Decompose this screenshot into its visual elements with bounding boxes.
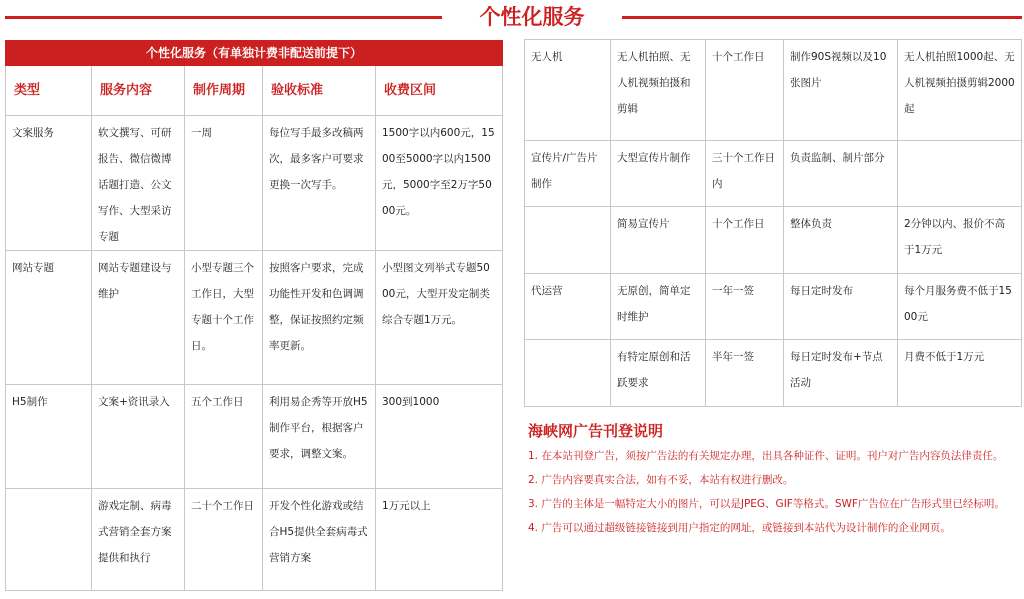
table-cell: 制作90S视频以及10张图片 xyxy=(784,40,898,141)
table-cell: 一年一签 xyxy=(706,274,784,340)
table-cell: 文案+资讯录入 xyxy=(92,385,185,489)
table-cell xyxy=(6,489,92,591)
header-rule-left xyxy=(5,16,442,19)
note-item: 2. 广告内容要真实合法，如有不妥，本站有权进行删改。 xyxy=(528,474,794,486)
note-item: 3. 广告的主体是一幅特定大小的图片，可以是JPEG、GIF等格式。SWF广告位在广告形式里已经标明。 xyxy=(528,498,1005,510)
table-cell: 简易宣传片 xyxy=(611,207,706,274)
table-cell: 无人机拍照1000起、无人机视频拍摄剪辑2000起 xyxy=(898,40,1022,141)
table-caption: 个性化服务（有单独计费非配送前提下） xyxy=(6,41,503,66)
table-cell: 代运营 xyxy=(525,274,611,340)
table-cell: 每个月服务费不低于1500元 xyxy=(898,274,1022,340)
column-header-price: 收费区间 xyxy=(376,66,503,116)
table-cell: 二十个工作日 xyxy=(185,489,263,591)
table-cell: 三十个工作日内 xyxy=(706,141,784,207)
table-cell: H5制作 xyxy=(6,385,92,489)
table-cell: 一周 xyxy=(185,116,263,251)
table-cell: 负责监制、制片部分 xyxy=(784,141,898,207)
table-cell: 有特定原创和活跃要求 xyxy=(611,340,706,407)
table-cell: 整体负责 xyxy=(784,207,898,274)
table-header-row xyxy=(6,66,503,116)
table-cell: 利用易企秀等开放H5制作平台，根据客户要求，调整文案。 xyxy=(263,385,376,489)
table-cell: 2分钟以内、报价不高于1万元 xyxy=(898,207,1022,274)
table-cell: 1万元以上 xyxy=(376,489,503,591)
column-header-type: 类型 xyxy=(6,66,92,116)
table-row xyxy=(525,141,1022,207)
table-cell: 十个工作日 xyxy=(706,40,784,141)
notes-title: 海峡网广告刊登说明 xyxy=(528,422,664,440)
table-cell: 半年一签 xyxy=(706,340,784,407)
table-cell: 文案服务 xyxy=(6,116,92,251)
table-cell: 无人机拍照、无人机视频拍摄和剪辑 xyxy=(611,40,706,141)
table-cell: 宣传片/广告片制作 xyxy=(525,141,611,207)
header-rule-right xyxy=(622,16,1022,19)
ad-notes xyxy=(528,420,1020,544)
table-cell xyxy=(525,340,611,407)
service-table-right xyxy=(524,39,1022,407)
table-cell: 五个工作日 xyxy=(185,385,263,489)
table-row xyxy=(6,251,503,385)
table-row xyxy=(525,207,1022,274)
table-row xyxy=(525,40,1022,141)
service-table-left xyxy=(5,40,503,591)
column-header-period: 制作周期 xyxy=(185,66,263,116)
table-cell: 月费不低于1万元 xyxy=(898,340,1022,407)
table-cell: 软文撰写、可研报告、微信微博话题打造、公文写作、大型采访专题 xyxy=(92,116,185,251)
table-row xyxy=(525,340,1022,407)
table-row xyxy=(6,385,503,489)
table-cell: 开发个性化游戏或结合H5提供全套病毒式营销方案 xyxy=(263,489,376,591)
table-cell: 游戏定制、病毒式营销全套方案提供和执行 xyxy=(92,489,185,591)
note-item: 4. 广告可以通过超级链接链接到用户指定的网址，或链接到本站代为设计制作的企业网页。 xyxy=(528,522,951,534)
table-cell: 每日定时发布 xyxy=(784,274,898,340)
table-cell: 网站专题建设与维护 xyxy=(92,251,185,385)
table-cell: 1500字以内600元，1500至5000字以内1500元，5000字至2万字5000元。 xyxy=(376,116,503,251)
table-cell: 300到1000 xyxy=(376,385,503,489)
table-cell: 十个工作日 xyxy=(706,207,784,274)
table-cell: 每位写手最多改稿两次，最多客户可要求更换一次写手。 xyxy=(263,116,376,251)
table-cell xyxy=(525,207,611,274)
table-cell: 每日定时发布+节点活动 xyxy=(784,340,898,407)
table-cell: 大型宣传片制作 xyxy=(611,141,706,207)
note-item: 1. 在本站刊登广告，须按广告法的有关规定办理，出具各种证件、证明。刊户对广告内容负法律责任。 xyxy=(528,450,1004,462)
table-row xyxy=(6,489,503,591)
column-header-content: 服务内容 xyxy=(92,66,185,116)
table-row xyxy=(6,116,503,251)
table-cell xyxy=(898,141,1022,207)
table-cell: 按照客户要求，完成功能性开发和色调调整，保证按照约定频率更新。 xyxy=(263,251,376,385)
table-row xyxy=(525,274,1022,340)
table-cell: 网站专题 xyxy=(6,251,92,385)
column-header-acceptance: 验收标准 xyxy=(263,66,376,116)
table-cell: 小型专题三个工作日，大型专题十个工作日。 xyxy=(185,251,263,385)
table-cell: 小型图文列举式专题5000元，大型开发定制类综合专题1万元。 xyxy=(376,251,503,385)
page-title: 个性化服务 xyxy=(479,5,585,29)
table-cell: 无人机 xyxy=(525,40,611,141)
table-cell: 无原创，简单定时维护 xyxy=(611,274,706,340)
